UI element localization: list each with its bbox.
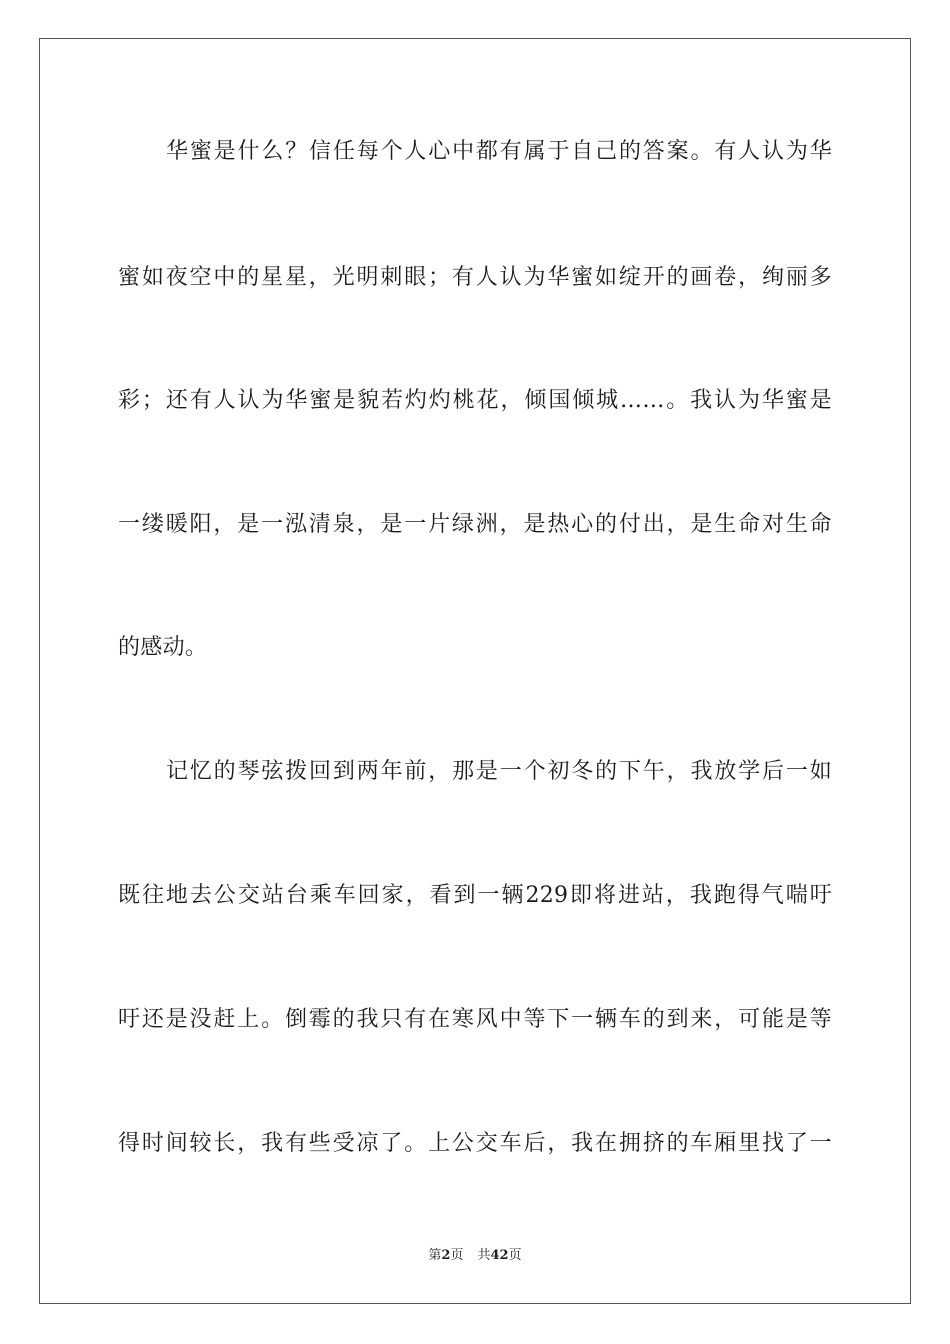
page-total-prefix: 共 (477, 1248, 491, 1263)
page-total: 42 (490, 1248, 509, 1263)
text-line-7: 既往地去公交站台乘车回家，看到一辆229即将进站，我跑得气喘吁 (118, 883, 832, 908)
page-footer (0, 1247, 950, 1265)
page-total-suffix: 页 (508, 1248, 522, 1263)
page-border (39, 38, 911, 1304)
text-line-2: 蜜如夜空中的星星，光明刺眼；有人认为华蜜如绽开的画卷，绚丽多 (118, 265, 832, 290)
text-line-8: 吁还是没赶上。倒霉的我只有在寒风中等下一辆车的到来，可能是等 (118, 1007, 832, 1032)
page-number-current: 2 (441, 1248, 451, 1263)
text-line-4: 一缕暖阳，是一泓清泉，是一片绿洲，是热心的付出，是生命对生命 (118, 512, 832, 537)
text-line-1: 华蜜是什么？信任每个人心中都有属于自己的答案。有人认为华 (166, 139, 832, 164)
text-line-9: 得时间较长，我有些受凉了。上公交车后，我在拥挤的车厢里找了一 (118, 1131, 832, 1156)
text-line-3: 彩；还有人认为华蜜是貌若灼灼桃花，倾国倾城……。我认为华蜜是 (118, 388, 832, 413)
page-number-suffix: 页 (450, 1248, 464, 1263)
page-number-prefix: 第 (428, 1248, 442, 1263)
text-line-5: 的感动。 (118, 635, 208, 660)
text-line-6: 记忆的琴弦拨回到两年前，那是一个初冬的下午，我放学后一如 (166, 759, 832, 784)
